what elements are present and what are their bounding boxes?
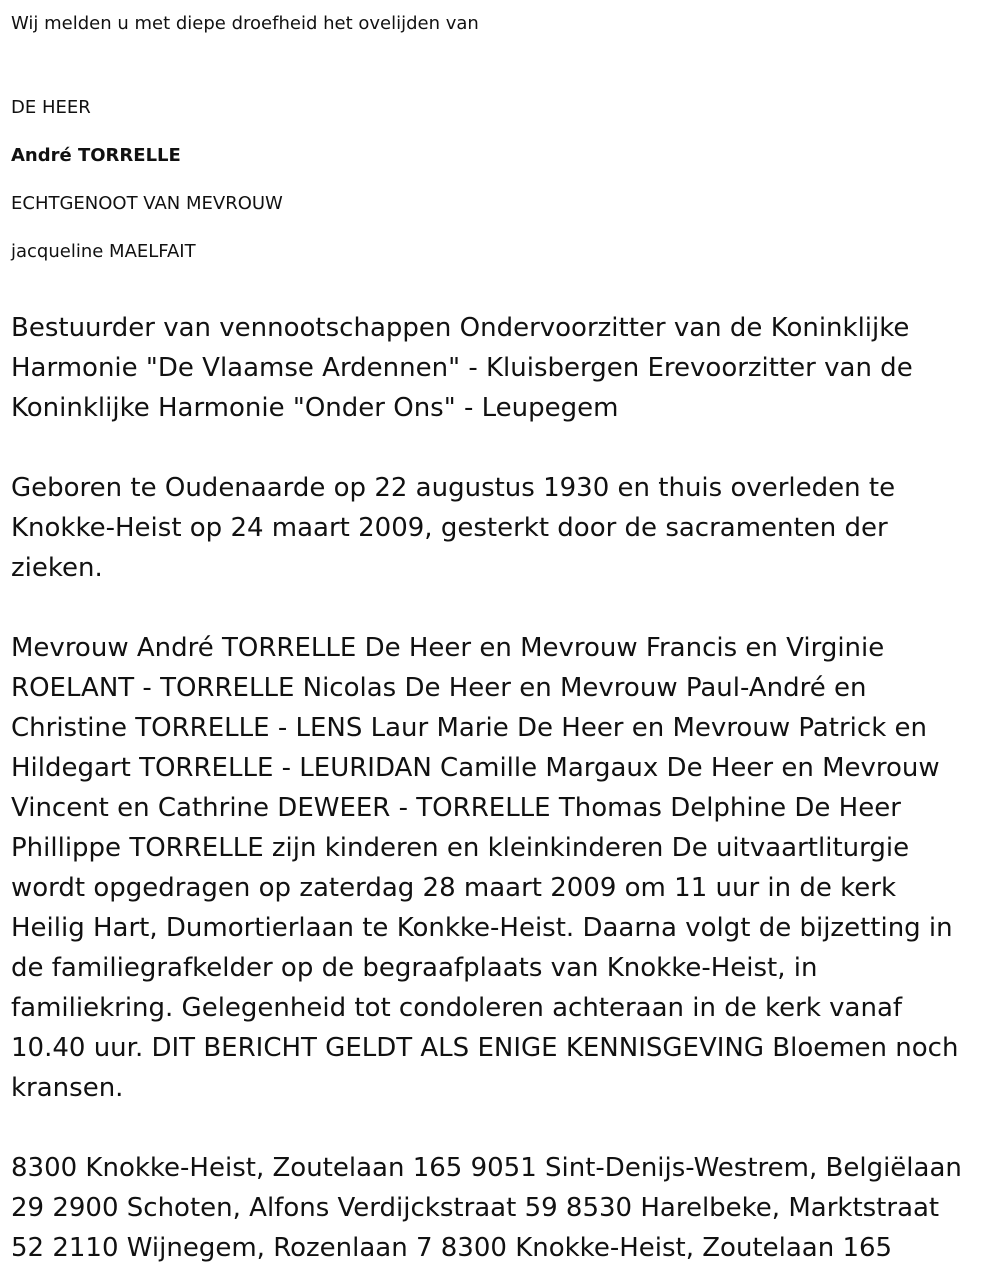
birth-death-line: Geboren te Oudenaarde op 22 augustus 1930 en thuis overleden te [11,473,896,503]
spacer [11,428,1000,468]
address-line: 52 2110 Wijnegem, Rozenlaan 7 8300 Knokke-Heist, Zoutelaan 165 [11,1233,893,1263]
family-funeral-line: de familiegrafkelder op de begraafplaats van Knokke-Heist, in [11,953,818,983]
family-funeral-paragraph [11,628,991,1108]
functions-line: Koninklijke Harmonie "Onder Ons" - Leupegem [11,393,619,423]
title-line: DE HEER [11,97,91,118]
family-funeral-line: Phillippe TORRELLE zijn kinderen en kleinkinderen De uitvaartliturgie [11,833,910,863]
family-funeral-line: Heilig Hart, Dumortierlaan te Konkke-Heist. Daarna volgt de bijzetting in [11,913,953,943]
deceased-name: André TORRELLE [11,145,181,166]
address-line: 29 2900 Schoten, Alfons Verdijckstraat 59 8530 Harelbeke, Marktstraat [11,1193,940,1223]
functions-line: Harmonie "De Vlaamse Ardennen" - Kluisbergen Erevoorzitter van de [11,353,913,383]
functions-line: Bestuurder van vennootschappen Ondervoorzitter van de Koninklijke [11,313,910,343]
family-funeral-line: 10.40 uur. DIT BERICHT GELDT ALS ENIGE KENNISGEVING Bloemen noch [11,1033,959,1063]
family-funeral-line: Christine TORRELLE - LENS Laur Marie De Heer en Mevrouw Patrick en [11,713,927,743]
family-funeral-line: Vincent en Cathrine DEWEER - TORRELLE Thomas Delphine De Heer [11,793,901,823]
intro-text: Wij melden u met diepe droefheid het ovelijden van [11,13,479,34]
spouse-name: jacqueline MAELFAIT [11,241,196,262]
functions-paragraph [11,308,991,428]
birth-death-line: zieken. [11,553,103,583]
spouse-label: ECHTGENOOT VAN MEVROUW [11,193,283,214]
spacer [11,1108,1000,1148]
family-funeral-line: kransen. [11,1073,124,1103]
family-funeral-line: wordt opgedragen op zaterdag 28 maart 2009 om 11 uur in de kerk [11,873,897,903]
spacer [11,276,1000,308]
family-funeral-line: familiekring. Gelegenheid tot condoleren achteraan in de kerk vanaf [11,993,903,1023]
spacer [11,588,1000,628]
birth-death-paragraph [11,468,991,588]
family-funeral-line: Hildegart TORRELLE - LEURIDAN Camille Margaux De Heer en Mevrouw [11,753,940,783]
spacer [11,44,1000,84]
birth-death-line: Knokke-Heist op 24 maart 2009, gesterkt door de sacramenten der [11,513,888,543]
addresses-paragraph [11,1148,991,1268]
family-funeral-line: Mevrouw André TORRELLE De Heer en Mevrouw Francis en Virginie [11,633,885,663]
family-funeral-line: ROELANT - TORRELLE Nicolas De Heer en Mevrouw Paul-André en [11,673,867,703]
address-line: 8300 Knokke-Heist, Zoutelaan 165 9051 Sint-Denijs-Westrem, Belgiëlaan [11,1153,962,1183]
